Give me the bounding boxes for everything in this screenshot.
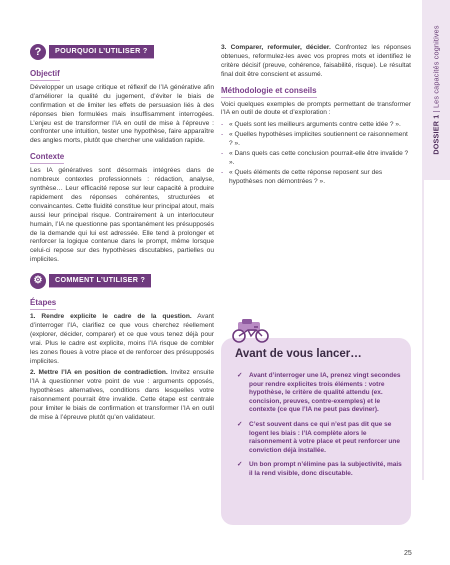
before-you-start-callout — [221, 338, 411, 525]
left-column — [30, 44, 214, 426]
step-2-label: 2. Mettre l’IA en position de contradiction. — [30, 369, 168, 377]
step-1-label: 1. Rendre explicite le cadre de la question. — [30, 313, 192, 321]
how-section-title: COMMENT L’UTILISER ? — [49, 274, 151, 288]
prompt-example-item: - « Quelles hypothèses implicites soutiennent ce raisonnement ? ». — [221, 131, 411, 149]
question-mark-icon: ? — [30, 44, 46, 60]
check-icon: ✓ — [237, 372, 243, 379]
step-3 — [221, 44, 411, 80]
step-2-text: Invitez ensuite l’IA à questionner votre point de vue : arguments opposés, hypothèses alternatives, conditions dans lesquelles votre raisonnement pourrait être invalide. Cette étape est centrale pour limiter le biais de confirmation et transformer l’IA en outil de mise à l’épreuve plutôt qu’en validateur. — [30, 369, 214, 421]
step-3-text: Confrontez les réponses obtenues, reformulez-les avec vos propres mots et identifiez le critère décisif (preuve, cohérence, faisabilité, risque). Le résultat final doit être conscient et assumé. — [221, 44, 411, 78]
dossier-title: Les capacités cognitives — [431, 25, 441, 109]
contexte-heading: Contexte — [30, 153, 64, 164]
prompt-example-item: - « Quels sont les meilleurs arguments contre cette idée ? ». — [221, 121, 411, 130]
step-1 — [30, 313, 214, 366]
callout-item — [237, 421, 403, 455]
gear-icon: ⚙ — [30, 273, 46, 289]
callout-title: Avant de vous lancer… — [235, 348, 362, 360]
prompt-examples-list — [221, 121, 411, 186]
callout-item-text: Un bon prompt n’élimine pas la subjectivité, mais il la rend visible, donc discutable. — [249, 461, 402, 477]
callout-list — [237, 372, 403, 485]
why-section-header — [30, 44, 214, 60]
page-number: 25 — [404, 550, 412, 557]
prompt-example-item: - « Dans quels cas cette conclusion pourrait-elle être invalide ? ». — [221, 150, 411, 168]
why-section-title: POURQUOI L’UTILISER ? — [49, 45, 154, 59]
etapes-heading: Étapes — [30, 299, 56, 310]
objectif-heading: Objectif — [30, 70, 60, 81]
objectif-text: Développer un usage critique et réflexif de l’IA générative afin d’améliorer la qualité du jugement, d’éviter le biais de confirmation et de limiter les effets de persuasion liés à des réponses bien formulées mais insuffisamment interrogées. L’enjeu est de transformer l’IA en outil de mise à l’épreuve : confronter une intuition, tester une hypothèse, faire apparaître des angles morts, plutôt que chercher une validation rapide. — [30, 83, 214, 145]
callout-item — [237, 372, 403, 415]
contexte-text: Les IA génératives sont désormais intégrées dans de nombreux contextes professionnels : rédaction, analyse, synthèse… Leur efficacité repose sur leur capacité à produire rapidement des réponses cohérentes, structurées et convaincantes. Cette fluidité constitue leur principal atout, mais aussi leur principal risque. Contrairement à un interlocuteur humain, l’IA ne questionne pas spontanément les présupposés de la demande qui lui est adressée. Elle tend à prolonger et renforcer la logique contenue dans le prompt, même lorsque celui-ci repose sur des hypothèses discutables, partielles ou implicites. — [30, 167, 214, 264]
dossier-number: DOSSIER 1 — [431, 114, 441, 155]
step-3-label: 3. Comparer, reformuler, décider. — [221, 44, 331, 51]
dossier-side-label — [432, 25, 441, 154]
callout-item — [237, 461, 403, 478]
methodologie-intro: Voici quelques exemples de prompts permettant de transformer l’IA en outil de doute et d’exploration : — [221, 100, 411, 117]
side-divider — [422, 180, 424, 480]
check-icon: ✓ — [237, 461, 243, 469]
methodologie-heading: Méthodologie et conseils — [221, 87, 317, 98]
check-icon: ✓ — [237, 420, 243, 428]
callout-item-text: Avant d’interroger une IA, prenez vingt secondes pour rendre explicites trois éléments : votre hypothèse, le critère de qualité attendu (ex. concision, preuves, contre-exemples) et le contexte (ce que l’IA ne peut pas deviner). — [249, 372, 401, 414]
bicycle-illustration-icon — [230, 318, 272, 344]
how-section-header — [30, 273, 214, 289]
prompt-example-item: - « Quels éléments de cette réponse reposent sur des hypothèses non démontrées ? ». — [221, 169, 411, 187]
right-column — [221, 44, 411, 188]
step-2 — [30, 369, 214, 422]
callout-item-text: C’est souvent dans ce qui n’est pas dit que se logent les biais : l’IA complète alors le raisonnement à votre place et peut renforcer une conviction déjà installée. — [249, 420, 400, 454]
dossier-separator: | — [431, 108, 441, 113]
step-1-text: Avant d’interroger l’IA, clarifiez ce que vous cherchez réellement (explorer, décider, comparer) et ce que vous tenez déjà pour vrai. Plus le cadre est explicite, moins l’IA risque de combler les zones floues à votre place et de renforcer des présupposés implicites. — [30, 313, 214, 365]
